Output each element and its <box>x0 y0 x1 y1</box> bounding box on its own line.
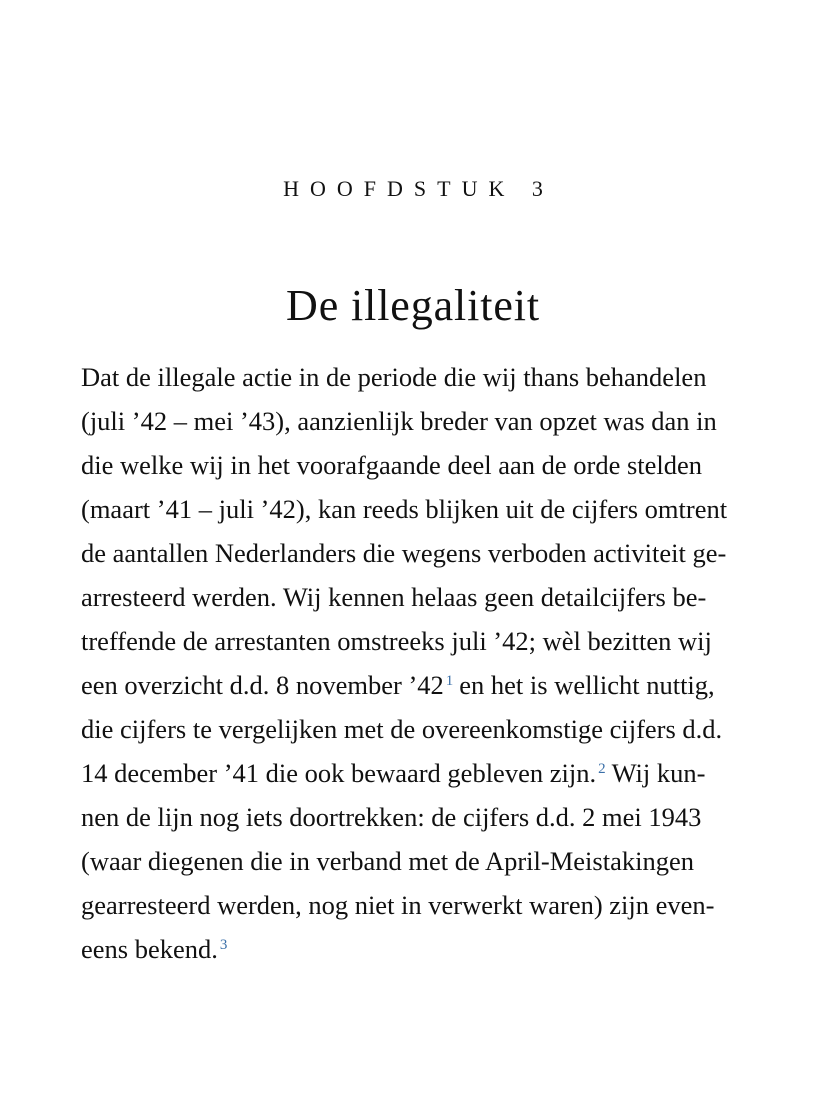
text-line <box>81 619 751 663</box>
text-line <box>81 531 751 575</box>
line-text: nen de lijn nog iets doortrekken: de cijfers d.d. 2 mei 1943 <box>81 802 702 832</box>
line-text: treffende de arrestanten omstreeks juli ’42; wèl bezitten wij <box>81 626 712 656</box>
footnote-ref-1[interactable]: 1 <box>445 673 454 689</box>
text-line <box>81 927 751 971</box>
footnote-ref-3[interactable]: 3 <box>219 937 228 953</box>
chapter-label: HOOFDSTUK 3 <box>283 176 554 201</box>
line-text: Dat de illegale actie in de periode die wij thans behandelen <box>81 362 707 392</box>
line-text: die welke wij in het voorafgaande deel aan de orde stelden <box>81 450 703 480</box>
line-text: (juli ’42 – mei ’43), aanzienlijk breder van opzet was dan in <box>81 406 717 436</box>
line-text: Wij kun- <box>611 758 706 788</box>
line-text: (waar diegenen die in verband met de April-Meistakingen <box>81 846 694 876</box>
footnote-ref-2[interactable]: 2 <box>598 761 606 777</box>
text-line <box>81 663 751 707</box>
text-line <box>81 443 751 487</box>
line-text: eens bekend. <box>81 934 218 964</box>
text-line <box>81 795 751 839</box>
line-text: (maart ’41 – juli ’42), kan reeds blijken uit de cijfers omtrent <box>81 494 728 524</box>
line-text: die cijfers te vergelijken met de overeenkomstige cijfers d.d. <box>81 714 723 744</box>
text-line <box>81 883 751 927</box>
text-line <box>81 487 751 531</box>
text-line <box>81 707 751 751</box>
text-line <box>81 839 751 883</box>
line-text: een overzicht d.d. 8 november ’42 <box>81 670 444 700</box>
text-line <box>81 399 751 443</box>
line-text: 14 december ’41 die ook bewaard gebleven zijn. <box>81 758 597 788</box>
text-line <box>81 355 751 399</box>
text-line <box>81 575 751 619</box>
line-text: arresteerd werden. Wij kennen helaas geen detailcijfers be- <box>81 582 707 612</box>
line-text: de aantallen Nederlanders die wegens verboden activiteit ge- <box>81 538 727 568</box>
chapter-title: De illegaliteit <box>286 281 540 330</box>
text-line <box>81 751 751 795</box>
line-text: en het is wellicht nuttig, <box>459 670 715 700</box>
line-text: gearresteerd werden, nog niet in verwerkt waren) zijn even- <box>81 890 715 920</box>
body-paragraph <box>81 355 751 971</box>
